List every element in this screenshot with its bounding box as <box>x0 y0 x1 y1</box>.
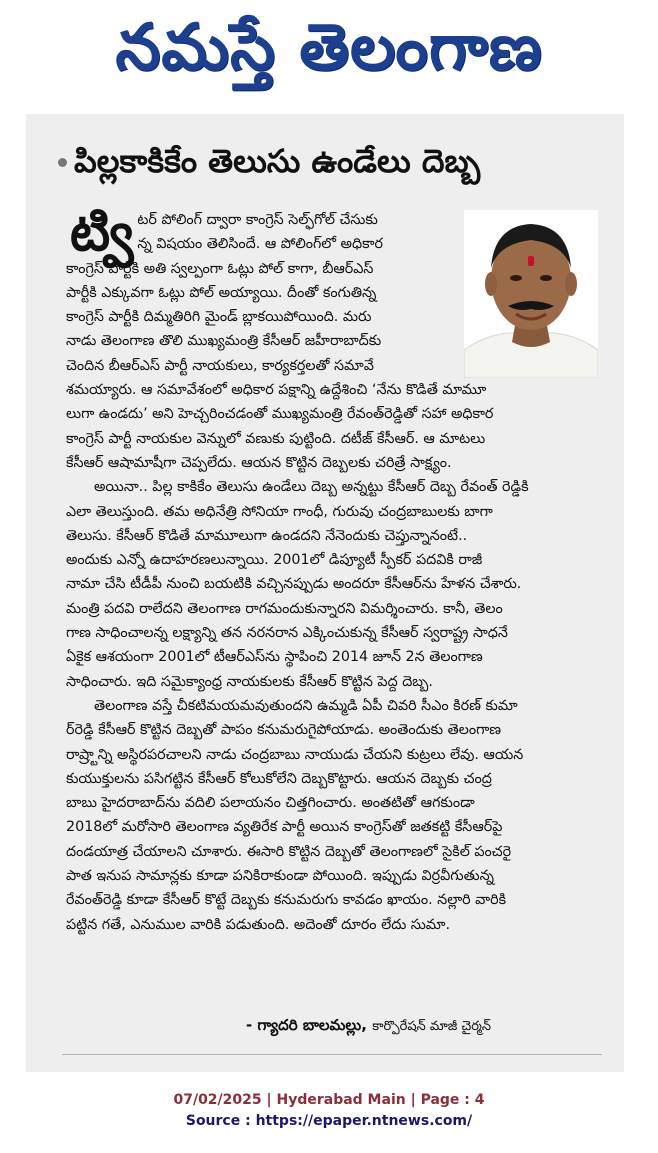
text-line: పాత ఇనుప సామాన్లకు కూడా పనికిరాకుండా పోయింది. ఇప్పుడు విర్రవీగుతున్న <box>66 868 494 885</box>
paragraph-2 <box>66 475 600 694</box>
text-line: అందుకు ఎన్నో ఉదాహరణలున్నాయి. 2001లో డిప్యూటీ స్పీకర్ పదవికి రాజీ <box>66 552 483 569</box>
text-line: న్న విషయం తెలిసిందే. ఆ పోలింగ్‌లో అధికార <box>137 236 383 253</box>
text-line: మంత్రి పదవి రాలేదని తెలంగాణ రాగమందుకున్నారని విమర్శించారు. కానీ, తెలం <box>66 600 503 617</box>
text-line: గాణ సాధించాలన్న లక్ష్యాన్ని తన నరనరాన ఎక్కించుకున్న కేసీఆర్ స్వరాష్ట్ర సాధనే <box>66 625 508 642</box>
text-line: అయినా.. పిల్ల కాకికేం తెలుసు ఉండేలు దెబ్బ అన్నట్టు కేసీఆర్ దెబ్బ రేవంత్ రెడ్డికి <box>94 479 529 496</box>
text-line: కాంగ్రెస్ పార్టీ నాయకుల వెన్నులో వణుకు పుట్టింది. దటీజ్ కేసీఆర్. ఆ మాటలు <box>66 430 486 447</box>
text-line: కుయుక్తులను పసిగట్టిన కేసీఆర్ కోలుకోలేని దెబ్బకొట్టారు. ఆయన దెబ్బకు చంద్ర <box>66 770 492 787</box>
text-line: బాబు హైదరాబాద్‌ను వదిలి పలాయనం చిత్తగించారు. అంతటితో ఆగకుండా <box>66 795 475 812</box>
drop-cap: ట్వి <box>70 203 134 263</box>
article-clipping <box>26 114 624 1072</box>
author-name: - గ్యాదరి బాలమల్లు, <box>246 1016 367 1034</box>
author-signature <box>246 1016 606 1038</box>
paragraph-3 <box>66 694 600 937</box>
text-line: పార్టీకి ఎక్కువగా ఓట్లు పోల్ అయ్యాయి. దీంతో కంగుతిన్న <box>66 284 377 301</box>
text-line: 2018లో మరోసారి తెలంగాణ వ్యతిరేక పార్టీ అయిన కాంగ్రెస్‌తో జతకట్టి కేసీఆర్‌పై <box>66 819 503 836</box>
edition-info: 07/02/2025 | Hyderabad Main | Page : 4 <box>173 1092 485 1108</box>
text-line: కాంగ్రెస్ పార్టీకి దిమ్మతిరిగి మైండ్ బ్లాకయిపోయింది. మరు <box>66 309 372 326</box>
text-line: దండయాత్ర చేయాలని చూశారు. ఈసారి కొట్టిన దెబ్బతో తెలంగాణలో సైకిల్ పంచరై <box>66 843 512 860</box>
text-line: నామా చేసి టీడీపీ నుంచి బయటికి వచ్చినప్పుడు అందరూ కేసీఆర్‌ను హేళన చేశారు. <box>66 576 522 593</box>
source-link[interactable]: Source : https://epaper.ntnews.com/ <box>185 1113 473 1129</box>
text-line: లుగా ఉండదు’ అని హెచ్చరించడంతో ముఖ్యమంత్రి రేవంత్‌రెడ్డితో సహా అధికార <box>66 406 494 423</box>
text-line: తెలుసు. కేసీఆర్ కొడితే మామూలుగా ఉండదని నేనెందుకు చెప్తున్నానంటే.. <box>66 527 468 544</box>
text-line: తెలంగాణ వస్తే చీకటిమయమవుతుందని ఉమ్మడి ఏపీ చివరి సీఎం కిరణ్ కుమా <box>94 697 518 714</box>
bottom-divider <box>62 1054 602 1055</box>
article-headline: పిల్లకాకికేం తెలుసు ఉండేలు దెబ్బ <box>74 142 481 180</box>
text-line: చెందిన బీఆర్ఎస్ పార్టీ నాయకులు, కార్యకర్తలతో సమావే <box>66 357 374 374</box>
author-designation: కార్పొరేషన్ మాజీ చైర్మన్ <box>372 1019 492 1034</box>
text-line: ఎలా తెలుస్తుంది. తమ అధినేత్రి సోనియా గాంధీ, గురువు చంద్రబాబులకు బాగా <box>66 503 493 520</box>
text-line: రేవంత్‌రెడ్డి కూడా కేసీఆర్ కొట్టే దెబ్బకు కనుమరుగు కావడం ఖాయం. నల్లారి వారికి <box>66 892 507 909</box>
article-body <box>66 203 600 937</box>
page-footer <box>0 1090 658 1132</box>
text-line: సాధించారు. ఇది సమైక్యాంధ్ర నాయకులకు కేసీఆర్ కొట్టిన పెద్ద దెబ్బ. <box>66 673 433 690</box>
headline-bullet-icon <box>58 158 67 167</box>
text-line: పట్టిన గతే, ఎనుముల వారికి పడుతుంది. అదెంతో దూరం లేదు సుమా. <box>66 916 451 933</box>
text-line: ర్‌రెడ్డి కేసీఆర్ కొట్టిన దెబ్బతో పాపం కనుమరుగైపోయాడు. అంతెందుకు తెలంగాణ <box>66 722 502 739</box>
text-line: రాష్ర్టాన్ని అస్థిరపరచాలని నాడు చంద్రబాబు నాయుడు చేయని కుట్రలు లేవు. ఆయన <box>66 746 524 763</box>
text-line: కాంగ్రెస్ పార్టీకి అతి స్వల్పంగా ఓట్లు పోల్ కాగా, బీఆర్ఎస్ <box>66 260 374 277</box>
text-line: ఏకైక ఆశయంగా 2001లో టీఆర్ఎస్‌ను స్థాపించి 2014 జూన్ 2న తెలంగాణ <box>66 649 483 666</box>
text-line: శమయ్యారు. ఆ సమావేశంలో అధికార పక్షాన్ని ఉద్దేశించి ‘నేను కొడితే మామూ <box>66 382 487 399</box>
paragraph-1 <box>66 203 600 475</box>
text-line: కేసీఆర్ ఆషామాషీగా చెప్పలేదు. ఆయన కొట్టిన దెబ్బలకు చరిత్రే సాక్ష్యం. <box>66 454 452 471</box>
newspaper-masthead: నమస్తే తెలంగాణ <box>115 11 543 85</box>
text-line: టర్ పోలింగ్ ద్వారా కాంగ్రెస్ సెల్ఫ్‌గోల్ చేసుకు <box>137 212 378 228</box>
text-line: నాడు తెలంగాణ తొలి ముఖ్యమంత్రి కేసీఆర్ జహీరాబాద్‌కు <box>66 333 382 350</box>
